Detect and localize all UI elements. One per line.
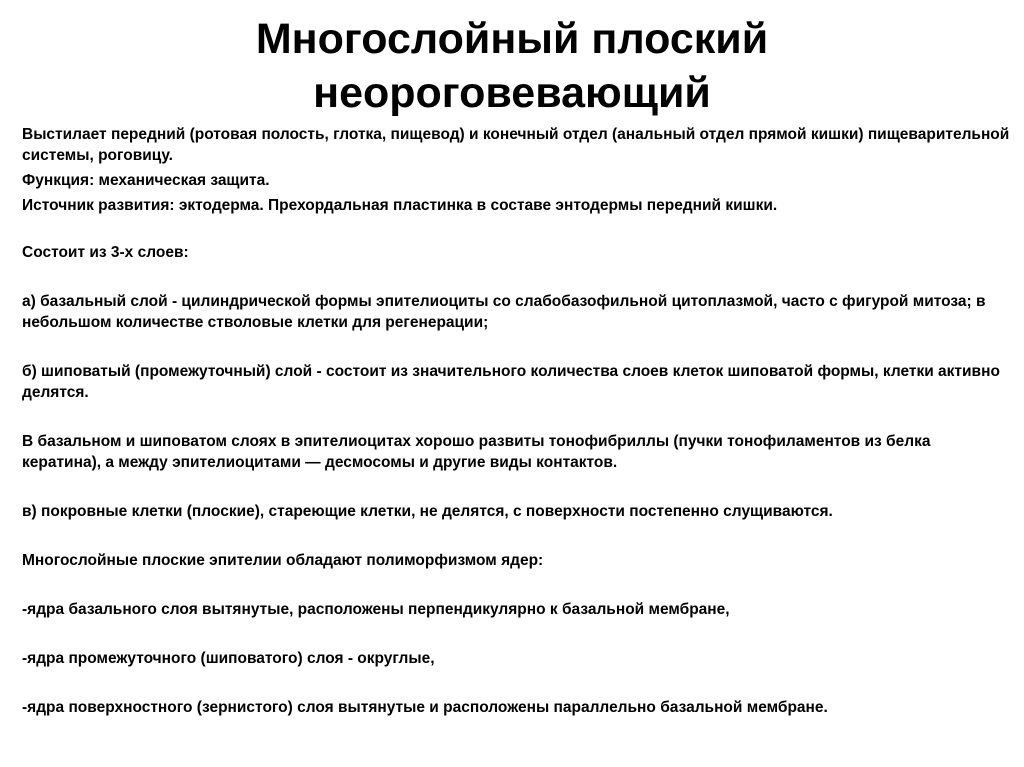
slide-title-line-1: Многослойный плоский: [255, 15, 769, 63]
paragraph-intermediate-nuclei: -ядра промежуточного (шиповатого) слоя - округлые,: [22, 650, 435, 667]
slide-title-line-2: неороговевающий: [313, 69, 711, 117]
paragraph-tonofibrils: В базальном и шиповатом слоях в эпителиоцитах хорошо развиты тонофибриллы (пучки тонофиламентов из белка кератина), а между эпителиоцитами — десмосомы и другие виды контактов.: [22, 433, 931, 471]
paragraph-basal-nuclei: -ядра базального слоя вытянутые, расположены перпендикулярно к базальной мембране,: [22, 601, 730, 618]
paragraph-function: Функция: механическая защита.: [22, 172, 270, 189]
paragraph-spinous-layer: б) шиповатый (промежуточный) слой - состоит из значительного количества слоев клеток шиповатой формы, клетки активно делятся.: [22, 363, 1000, 401]
paragraph-lining: Выстилает передний (ротовая полость, глотка, пищевод) и конечный отдел (анальный отдел прямой кишки) пищеварительной системы, роговицу.: [22, 126, 1010, 164]
paragraph-nuclei-polymorphism: Многослойные плоские эпителии обладают полиморфизмом ядер:: [22, 552, 544, 569]
paragraph-surface-layer: в) покровные клетки (плоские), стареющие клетки, не делятся, с поверхности постепенно слущиваются.: [22, 503, 833, 520]
paragraph-surface-nuclei: -ядра поверхностного (зернистого) слоя вытянутые и расположены параллельно базальной мембране.: [22, 699, 828, 716]
paragraph-basal-layer: а) базальный слой - цилиндрической формы эпителиоциты со слабобазофильной цитоплазмой, часто с фигурой митоза; в небольшом количестве стволовые клетки для регенерации;: [22, 293, 986, 331]
paragraph-layers-intro: Состоит из 3-х слоев:: [22, 244, 189, 261]
slide-body: [22, 124, 1012, 718]
slide-title: [0, 12, 1024, 120]
paragraph-origin: Источник развития: эктодерма. Прехордальная пластинка в составе энтодермы передний кишки.: [22, 197, 778, 214]
